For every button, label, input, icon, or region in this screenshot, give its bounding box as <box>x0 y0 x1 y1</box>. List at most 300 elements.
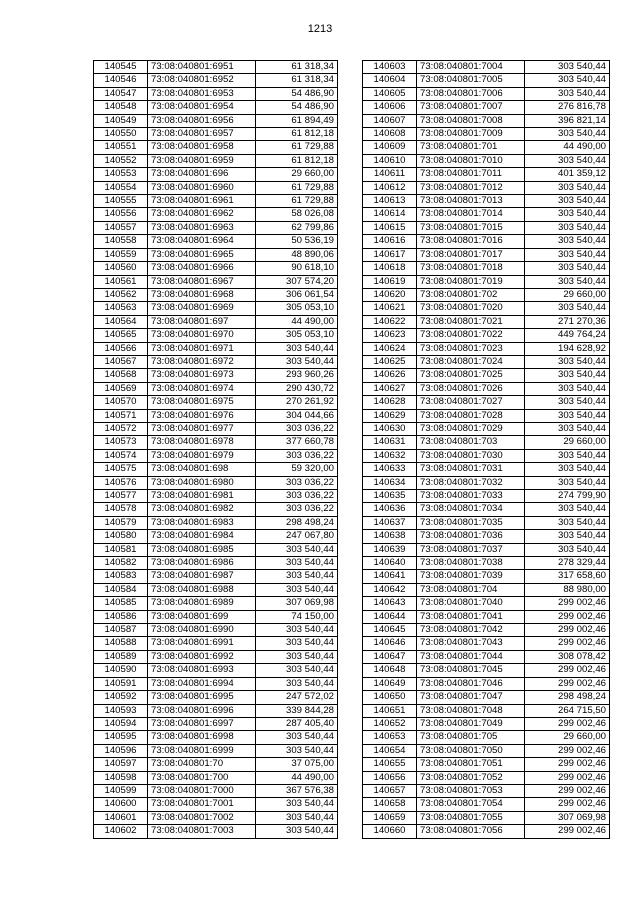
value-cell: 61 318,34 <box>256 61 338 74</box>
table-row <box>94 758 338 771</box>
value-cell: 303 540,44 <box>525 463 610 476</box>
record-id-cell: 140600 <box>94 798 148 811</box>
value-cell: 303 540,44 <box>525 530 610 543</box>
value-cell: 247 572,02 <box>256 691 338 704</box>
cadastral-number-cell: 73:08:040801:7027 <box>417 396 525 409</box>
value-cell: 303 036,22 <box>256 476 338 489</box>
value-cell: 303 036,22 <box>256 449 338 462</box>
record-id-cell: 140554 <box>94 181 148 194</box>
cadastral-number-cell: 73:08:040801:6976 <box>148 409 256 422</box>
table-row <box>363 154 610 167</box>
record-id-cell: 140660 <box>363 825 417 838</box>
table-row <box>363 87 610 100</box>
value-cell: 61 729,88 <box>256 181 338 194</box>
table-row <box>363 141 610 154</box>
record-id-cell: 140634 <box>363 476 417 489</box>
cadastral-number-cell: 73:08:040801:6964 <box>148 235 256 248</box>
value-cell: 303 540,44 <box>256 825 338 838</box>
cadastral-number-cell: 73:08:040801:6967 <box>148 275 256 288</box>
value-cell: 303 540,44 <box>256 342 338 355</box>
record-id-cell: 140627 <box>363 382 417 395</box>
cadastral-number-cell: 73:08:040801:7024 <box>417 355 525 368</box>
table-row <box>94 262 338 275</box>
cadastral-number-cell: 73:08:040801:7040 <box>417 597 525 610</box>
record-id-cell: 140612 <box>363 181 417 194</box>
ledger-table-right <box>362 60 610 839</box>
record-id-cell: 140647 <box>363 650 417 663</box>
cadastral-number-cell: 73:08:040801:7029 <box>417 422 525 435</box>
cadastral-number-cell: 73:08:040801:6965 <box>148 248 256 261</box>
cadastral-number-cell: 73:08:040801:7020 <box>417 302 525 315</box>
cadastral-number-cell: 73:08:040801:7006 <box>417 87 525 100</box>
cadastral-number-cell: 73:08:040801:7048 <box>417 704 525 717</box>
record-id-cell: 140657 <box>363 784 417 797</box>
record-id-cell: 140635 <box>363 490 417 503</box>
cadastral-number-cell: 73:08:040801:6956 <box>148 114 256 127</box>
table-row <box>94 811 338 824</box>
value-cell: 37 075,00 <box>256 758 338 771</box>
cadastral-number-cell: 73:08:040801:7049 <box>417 717 525 730</box>
record-id-cell: 140650 <box>363 691 417 704</box>
table-row <box>94 128 338 141</box>
record-id-cell: 140642 <box>363 583 417 596</box>
record-id-cell: 140597 <box>94 758 148 771</box>
table-row <box>363 624 610 637</box>
value-cell: 303 540,44 <box>525 235 610 248</box>
record-id-cell: 140559 <box>94 248 148 261</box>
value-cell: 377 660,78 <box>256 436 338 449</box>
record-id-cell: 140548 <box>94 101 148 114</box>
value-cell: 29 660,00 <box>525 731 610 744</box>
value-cell: 303 540,44 <box>256 731 338 744</box>
cadastral-number-cell: 73:08:040801:7011 <box>417 168 525 181</box>
record-id-cell: 140601 <box>94 811 148 824</box>
value-cell: 299 002,46 <box>525 771 610 784</box>
record-id-cell: 140607 <box>363 114 417 127</box>
value-cell: 58 026,08 <box>256 208 338 221</box>
cadastral-number-cell: 73:08:040801:7034 <box>417 503 525 516</box>
table-row <box>363 704 610 717</box>
value-cell: 303 540,44 <box>525 74 610 87</box>
table-row <box>363 396 610 409</box>
table-row <box>363 235 610 248</box>
record-id-cell: 140587 <box>94 624 148 637</box>
record-id-cell: 140595 <box>94 731 148 744</box>
cadastral-number-cell: 73:08:040801:7047 <box>417 691 525 704</box>
table-row <box>363 476 610 489</box>
record-id-cell: 140604 <box>363 74 417 87</box>
table-row <box>363 758 610 771</box>
record-id-cell: 140602 <box>94 825 148 838</box>
record-id-cell: 140624 <box>363 342 417 355</box>
value-cell: 308 078,42 <box>525 650 610 663</box>
table-row <box>363 570 610 583</box>
cadastral-number-cell: 73:08:040801:6987 <box>148 570 256 583</box>
table-row <box>363 516 610 529</box>
cadastral-number-cell: 73:08:040801:7031 <box>417 463 525 476</box>
table-row <box>94 691 338 704</box>
table-row <box>94 114 338 127</box>
value-cell: 303 540,44 <box>256 677 338 690</box>
value-cell: 44 490,00 <box>525 141 610 154</box>
value-cell: 303 540,44 <box>525 61 610 74</box>
record-id-cell: 140614 <box>363 208 417 221</box>
record-id-cell: 140622 <box>363 315 417 328</box>
table-row <box>94 154 338 167</box>
record-id-cell: 140556 <box>94 208 148 221</box>
table-row <box>94 235 338 248</box>
cadastral-number-cell: 73:08:040801:6985 <box>148 543 256 556</box>
record-id-cell: 140564 <box>94 315 148 328</box>
value-cell: 276 816,78 <box>525 101 610 114</box>
cadastral-number-cell: 73:08:040801:7009 <box>417 128 525 141</box>
table-row <box>94 87 338 100</box>
table-row <box>94 195 338 208</box>
value-cell: 317 658,60 <box>525 570 610 583</box>
table-row <box>94 704 338 717</box>
value-cell: 299 002,46 <box>525 664 610 677</box>
value-cell: 194 628,92 <box>525 342 610 355</box>
record-id-cell: 140584 <box>94 583 148 596</box>
cadastral-number-cell: 73:08:040801:6969 <box>148 302 256 315</box>
record-id-cell: 140641 <box>363 570 417 583</box>
cadastral-number-cell: 73:08:040801:700 <box>148 771 256 784</box>
record-id-cell: 140620 <box>363 288 417 301</box>
record-id-cell: 140555 <box>94 195 148 208</box>
table-row <box>94 61 338 74</box>
record-id-cell: 140553 <box>94 168 148 181</box>
value-cell: 303 036,22 <box>256 490 338 503</box>
record-id-cell: 140591 <box>94 677 148 690</box>
record-id-cell: 140570 <box>94 396 148 409</box>
record-id-cell: 140613 <box>363 195 417 208</box>
table-row <box>363 798 610 811</box>
cadastral-number-cell: 73:08:040801:6997 <box>148 717 256 730</box>
table-row <box>94 208 338 221</box>
value-cell: 303 540,44 <box>525 154 610 167</box>
record-id-cell: 140632 <box>363 449 417 462</box>
record-id-cell: 140573 <box>94 436 148 449</box>
value-cell: 299 002,46 <box>525 784 610 797</box>
cadastral-number-cell: 73:08:040801:7042 <box>417 624 525 637</box>
value-cell: 88 980,00 <box>525 583 610 596</box>
value-cell: 299 002,46 <box>525 637 610 650</box>
cadastral-number-cell: 73:08:040801:704 <box>417 583 525 596</box>
record-id-cell: 140594 <box>94 717 148 730</box>
table-row <box>363 664 610 677</box>
table-row <box>94 396 338 409</box>
page-number: 1213 <box>307 23 333 35</box>
value-cell: 303 540,44 <box>525 369 610 382</box>
record-id-cell: 140603 <box>363 61 417 74</box>
table-row <box>94 181 338 194</box>
value-cell: 303 540,44 <box>525 476 610 489</box>
value-cell: 303 540,44 <box>525 396 610 409</box>
table-row <box>363 543 610 556</box>
cadastral-number-cell: 73:08:040801:6995 <box>148 691 256 704</box>
record-id-cell: 140640 <box>363 557 417 570</box>
value-cell: 74 150,00 <box>256 610 338 623</box>
cadastral-number-cell: 73:08:040801:701 <box>417 141 525 154</box>
cadastral-number-cell: 73:08:040801:7003 <box>148 825 256 838</box>
table-row <box>94 168 338 181</box>
record-id-cell: 140611 <box>363 168 417 181</box>
value-cell: 303 540,44 <box>525 195 610 208</box>
record-id-cell: 140569 <box>94 382 148 395</box>
value-cell: 61 894,49 <box>256 114 338 127</box>
value-cell: 299 002,46 <box>525 610 610 623</box>
record-id-cell: 140574 <box>94 449 148 462</box>
value-cell: 274 799,90 <box>525 490 610 503</box>
record-id-cell: 140655 <box>363 758 417 771</box>
table-row <box>363 355 610 368</box>
value-cell: 298 498,24 <box>525 691 610 704</box>
cadastral-number-cell: 73:08:040801:6968 <box>148 288 256 301</box>
cadastral-number-cell: 73:08:040801:7001 <box>148 798 256 811</box>
table-row <box>94 503 338 516</box>
cadastral-number-cell: 73:08:040801:7025 <box>417 369 525 382</box>
value-cell: 293 960,26 <box>256 369 338 382</box>
value-cell: 271 270,36 <box>525 315 610 328</box>
record-id-cell: 140659 <box>363 811 417 824</box>
record-id-cell: 140656 <box>363 771 417 784</box>
cadastral-number-cell: 73:08:040801:6999 <box>148 744 256 757</box>
record-id-cell: 140588 <box>94 637 148 650</box>
cadastral-number-cell: 73:08:040801:7028 <box>417 409 525 422</box>
value-cell: 303 540,44 <box>256 624 338 637</box>
value-cell: 303 540,44 <box>256 355 338 368</box>
table-row <box>94 490 338 503</box>
record-id-cell: 140618 <box>363 262 417 275</box>
cadastral-number-cell: 73:08:040801:7054 <box>417 798 525 811</box>
cadastral-number-cell: 73:08:040801:6978 <box>148 436 256 449</box>
value-cell: 299 002,46 <box>525 825 610 838</box>
cadastral-number-cell: 73:08:040801:6958 <box>148 141 256 154</box>
value-cell: 303 540,44 <box>525 449 610 462</box>
cadastral-number-cell: 73:08:040801:7018 <box>417 262 525 275</box>
cadastral-number-cell: 73:08:040801:7015 <box>417 221 525 234</box>
value-cell: 303 540,44 <box>525 543 610 556</box>
record-id-cell: 140653 <box>363 731 417 744</box>
table-row <box>363 490 610 503</box>
table-row <box>363 208 610 221</box>
table-row <box>363 369 610 382</box>
value-cell: 303 540,44 <box>256 811 338 824</box>
value-cell: 303 540,44 <box>525 87 610 100</box>
cadastral-number-cell: 73:08:040801:6992 <box>148 650 256 663</box>
table-row <box>94 825 338 838</box>
value-cell: 303 540,44 <box>525 503 610 516</box>
table-row <box>94 677 338 690</box>
table-row <box>363 114 610 127</box>
cadastral-number-cell: 73:08:040801:6983 <box>148 516 256 529</box>
record-id-cell: 140639 <box>363 543 417 556</box>
ledger-table-left <box>93 60 338 839</box>
table-row <box>363 449 610 462</box>
cadastral-number-cell: 73:08:040801:702 <box>417 288 525 301</box>
value-cell: 29 660,00 <box>525 436 610 449</box>
table-row <box>94 275 338 288</box>
record-id-cell: 140629 <box>363 409 417 422</box>
cadastral-number-cell: 73:08:040801:705 <box>417 731 525 744</box>
cadastral-number-cell: 73:08:040801:7013 <box>417 195 525 208</box>
table-row <box>94 74 338 87</box>
value-cell: 306 061,54 <box>256 288 338 301</box>
cadastral-number-cell: 73:08:040801:7037 <box>417 543 525 556</box>
table-row <box>363 181 610 194</box>
table-row <box>363 329 610 342</box>
table-row <box>363 744 610 757</box>
record-id-cell: 140605 <box>363 87 417 100</box>
record-id-cell: 140623 <box>363 329 417 342</box>
cadastral-number-cell: 73:08:040801:7008 <box>417 114 525 127</box>
table-row <box>94 288 338 301</box>
value-cell: 303 540,44 <box>525 128 610 141</box>
table-row <box>94 463 338 476</box>
record-id-cell: 140645 <box>363 624 417 637</box>
cadastral-number-cell: 73:08:040801:7007 <box>417 101 525 114</box>
table-row <box>94 543 338 556</box>
cadastral-number-cell: 73:08:040801:7019 <box>417 275 525 288</box>
record-id-cell: 140599 <box>94 784 148 797</box>
cadastral-number-cell: 73:08:040801:6972 <box>148 355 256 368</box>
value-cell: 44 490,00 <box>256 315 338 328</box>
record-id-cell: 140571 <box>94 409 148 422</box>
record-id-cell: 140658 <box>363 798 417 811</box>
cadastral-number-cell: 73:08:040801:7000 <box>148 784 256 797</box>
value-cell: 303 540,44 <box>525 516 610 529</box>
cadastral-number-cell: 73:08:040801:6959 <box>148 154 256 167</box>
cadastral-number-cell: 73:08:040801:7041 <box>417 610 525 623</box>
cadastral-number-cell: 73:08:040801:6977 <box>148 422 256 435</box>
table-row <box>94 516 338 529</box>
cadastral-number-cell: 73:08:040801:6952 <box>148 74 256 87</box>
record-id-cell: 140625 <box>363 355 417 368</box>
cadastral-number-cell: 73:08:040801:6994 <box>148 677 256 690</box>
cadastral-number-cell: 73:08:040801:699 <box>148 610 256 623</box>
table-row <box>94 771 338 784</box>
cadastral-number-cell: 73:08:040801:7002 <box>148 811 256 824</box>
value-cell: 290 430,72 <box>256 382 338 395</box>
cadastral-number-cell: 73:08:040801:7039 <box>417 570 525 583</box>
table-row <box>94 329 338 342</box>
record-id-cell: 140626 <box>363 369 417 382</box>
table-row <box>94 221 338 234</box>
record-id-cell: 140567 <box>94 355 148 368</box>
record-id-cell: 140562 <box>94 288 148 301</box>
table-row <box>94 637 338 650</box>
value-cell: 401 359,12 <box>525 168 610 181</box>
table-row <box>94 302 338 315</box>
record-id-cell: 140609 <box>363 141 417 154</box>
cadastral-number-cell: 73:08:040801:7014 <box>417 208 525 221</box>
table-row <box>94 530 338 543</box>
cadastral-number-cell: 73:08:040801:6986 <box>148 557 256 570</box>
table-row <box>363 811 610 824</box>
cadastral-number-cell: 73:08:040801:6990 <box>148 624 256 637</box>
cadastral-number-cell: 73:08:040801:697 <box>148 315 256 328</box>
record-id-cell: 140583 <box>94 570 148 583</box>
table-row <box>94 101 338 114</box>
record-id-cell: 140628 <box>363 396 417 409</box>
value-cell: 303 036,22 <box>256 422 338 435</box>
cadastral-number-cell: 73:08:040801:698 <box>148 463 256 476</box>
value-cell: 303 540,44 <box>256 637 338 650</box>
cadastral-number-cell: 73:08:040801:7030 <box>417 449 525 462</box>
table-row <box>363 101 610 114</box>
table-row <box>94 436 338 449</box>
value-cell: 303 540,44 <box>256 744 338 757</box>
table-row <box>363 195 610 208</box>
record-id-cell: 140563 <box>94 302 148 315</box>
cadastral-number-cell: 73:08:040801:7004 <box>417 61 525 74</box>
record-id-cell: 140580 <box>94 530 148 543</box>
table-row <box>363 436 610 449</box>
table-row <box>363 248 610 261</box>
record-id-cell: 140545 <box>94 61 148 74</box>
table-row <box>363 637 610 650</box>
record-id-cell: 140552 <box>94 154 148 167</box>
table-row <box>363 409 610 422</box>
cadastral-number-cell: 73:08:040801:6979 <box>148 449 256 462</box>
value-cell: 307 069,98 <box>525 811 610 824</box>
record-id-cell: 140568 <box>94 369 148 382</box>
record-id-cell: 140572 <box>94 422 148 435</box>
value-cell: 90 618,10 <box>256 262 338 275</box>
value-cell: 303 540,44 <box>525 221 610 234</box>
table-row <box>363 275 610 288</box>
cadastral-number-cell: 73:08:040801:6975 <box>148 396 256 409</box>
value-cell: 62 799,86 <box>256 221 338 234</box>
value-cell: 303 540,44 <box>256 583 338 596</box>
cadastral-number-cell: 73:08:040801:7016 <box>417 235 525 248</box>
value-cell: 449 764,24 <box>525 329 610 342</box>
table-row <box>363 342 610 355</box>
cadastral-number-cell: 73:08:040801:6962 <box>148 208 256 221</box>
cadastral-number-cell: 73:08:040801:7043 <box>417 637 525 650</box>
record-id-cell: 140644 <box>363 610 417 623</box>
value-cell: 29 660,00 <box>525 288 610 301</box>
record-id-cell: 140578 <box>94 503 148 516</box>
value-cell: 339 844,28 <box>256 704 338 717</box>
value-cell: 54 486,90 <box>256 101 338 114</box>
cadastral-number-cell: 73:08:040801:6960 <box>148 181 256 194</box>
table-row <box>94 476 338 489</box>
record-id-cell: 140590 <box>94 664 148 677</box>
cadastral-number-cell: 73:08:040801:7052 <box>417 771 525 784</box>
value-cell: 299 002,46 <box>525 597 610 610</box>
cadastral-number-cell: 73:08:040801:6961 <box>148 195 256 208</box>
cadastral-number-cell: 73:08:040801:7026 <box>417 382 525 395</box>
table-row <box>94 570 338 583</box>
table-row <box>94 355 338 368</box>
table-row <box>363 557 610 570</box>
value-cell: 54 486,90 <box>256 87 338 100</box>
table-row <box>363 288 610 301</box>
table-row <box>94 798 338 811</box>
record-id-cell: 140577 <box>94 490 148 503</box>
cadastral-number-cell: 73:08:040801:6974 <box>148 382 256 395</box>
record-id-cell: 140596 <box>94 744 148 757</box>
value-cell: 303 540,44 <box>256 570 338 583</box>
value-cell: 299 002,46 <box>525 717 610 730</box>
record-id-cell: 140606 <box>363 101 417 114</box>
table-row <box>94 784 338 797</box>
table-row <box>94 382 338 395</box>
value-cell: 305 053,10 <box>256 302 338 315</box>
table-row <box>94 557 338 570</box>
record-id-cell: 140558 <box>94 235 148 248</box>
